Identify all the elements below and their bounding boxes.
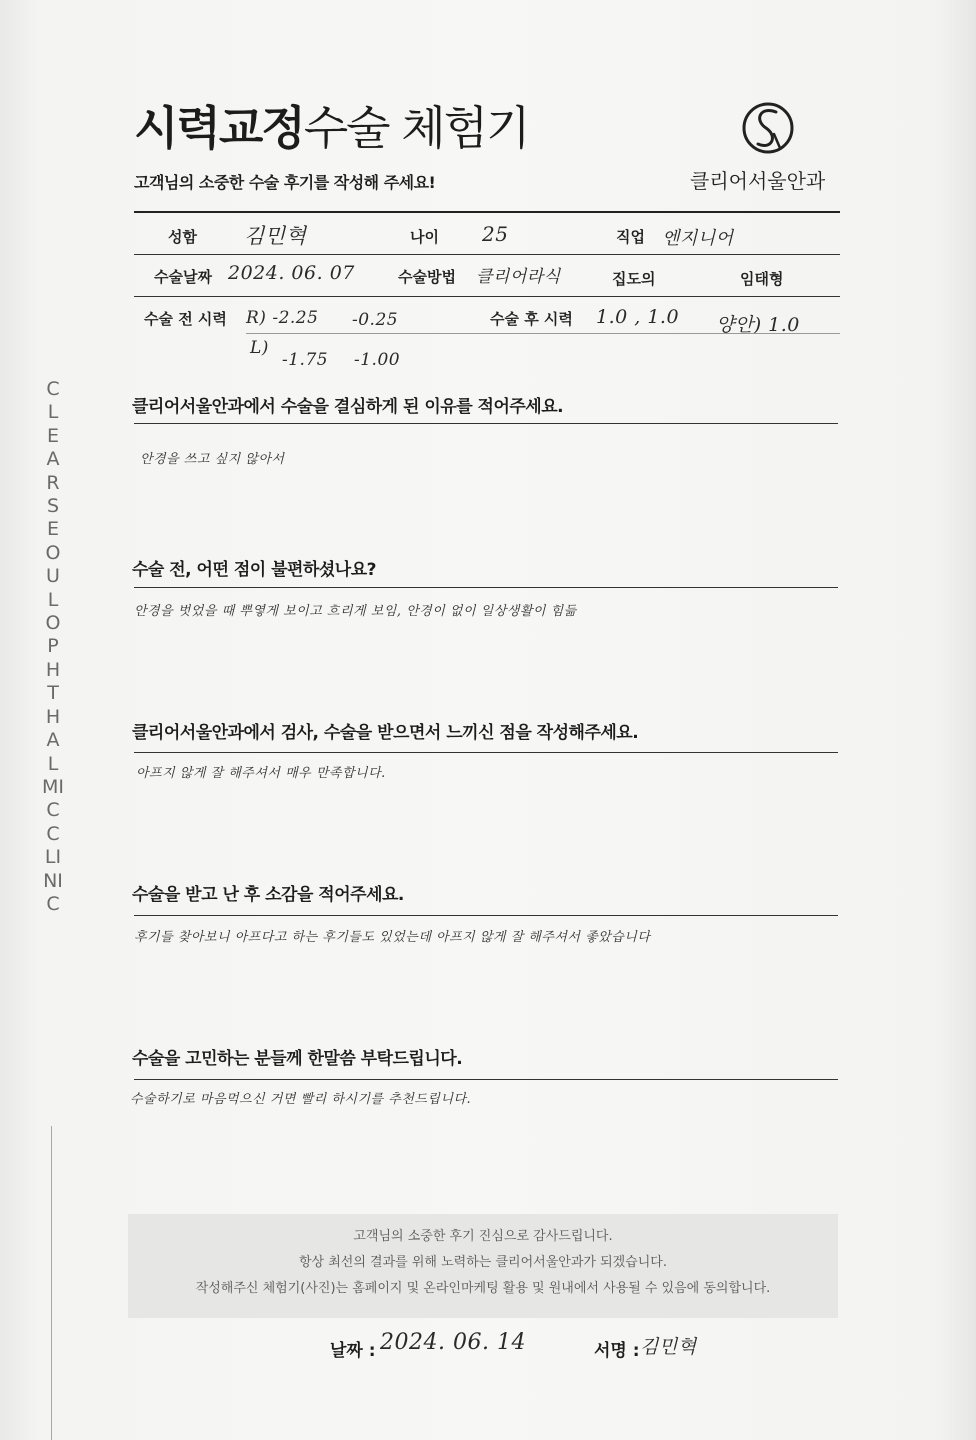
method-label: 수술방법 <box>398 268 456 286</box>
name-value: 김민혁 <box>244 224 307 248</box>
footer-date-value: 2024. 06. 14 <box>380 1330 526 1355</box>
pre-vision-left-tag: L) <box>250 338 269 358</box>
clear-seoul-logo-icon <box>740 98 796 164</box>
side-divider <box>51 1126 52 1440</box>
post-vision-both: 양안) 1.0 <box>716 314 800 336</box>
footer-date-label: 날짜 : <box>330 1341 376 1361</box>
question-2: 수술 전, 어떤 점이 불편하셨나요? <box>132 560 376 580</box>
surgery-date-value: 2024. 06. 07 <box>228 262 355 284</box>
title-rest: 수술 체험기 <box>303 101 529 155</box>
date-label: 수술날짜 <box>154 268 212 286</box>
pre-vision-right-cyl: -0.25 <box>352 310 399 330</box>
method-value: 클리어라식 <box>476 267 561 287</box>
question-5: 수술을 고민하는 분들께 한말씀 부탁드립니다. <box>132 1049 463 1069</box>
post-vision-label: 수술 후 시력 <box>490 310 573 328</box>
job-label: 직업 <box>616 228 645 246</box>
question-1: 클리어서울안과에서 수술을 결심하게 된 이유를 적어주세요. <box>132 397 564 417</box>
age-label: 나이 <box>410 228 439 246</box>
question-3: 클리어서울안과에서 검사, 수술을 받으면서 느끼신 점을 작성해주세요. <box>132 723 639 743</box>
brand-name: 클리어서울안과 <box>690 169 826 193</box>
pre-vision-label: 수술 전 시력 <box>144 310 227 328</box>
answer-4: 후기들 찾아보니 아프다고 하는 후기들도 있었는데 아프지 않게 잘 해주셔서 좋았습니다 <box>134 930 651 945</box>
name-label: 성함 <box>168 228 197 246</box>
table-top-rule <box>134 211 840 213</box>
question-5-rule <box>134 1079 838 1080</box>
pre-vision-right: R) -2.25 <box>246 308 319 328</box>
answer-3: 아프지 않게 잘 해주셔서 매우 만족합니다. <box>136 766 386 781</box>
consent-notice <box>128 1214 838 1318</box>
answer-2: 안경을 벗었을 때 뿌옇게 보이고 흐리게 보임, 안경이 없이 일상생활이 힘듦 <box>134 604 577 619</box>
table-rule-2 <box>134 296 840 297</box>
notice-line-2: 항상 최선의 결과를 위해 노력하는 클리어서울안과가 되겠습니다. <box>299 1255 667 1270</box>
notice-line-1: 고객님의 소중한 후기 진심으로 감사드립니다. <box>353 1229 613 1244</box>
answer-5: 수술하기로 마음먹으신 거면 빨리 하시기를 추천드립니다. <box>130 1092 472 1107</box>
title-bold: 시력교정 <box>134 101 304 155</box>
pre-vision-left-cyl: -1.00 <box>354 350 401 370</box>
post-vision-value: 1.0 , 1.0 <box>596 306 680 328</box>
pre-vision-left: -1.75 <box>282 350 329 370</box>
surgeon-value: 임태형 <box>740 270 784 288</box>
surgeon-label: 집도의 <box>612 270 656 288</box>
age-value: 25 <box>482 222 509 246</box>
signature: 김민혁 <box>640 1336 697 1358</box>
table-rule-3 <box>246 333 840 334</box>
answer-1: 안경을 쓰고 싶지 않아서 <box>140 452 285 467</box>
question-4: 수술을 받고 난 후 소감을 적어주세요. <box>132 885 404 905</box>
question-4-rule <box>134 915 838 916</box>
job-value: 엔지니어 <box>662 228 734 249</box>
notice-line-3: 작성해주신 체험기(사진)는 홈페이지 및 온라인마케팅 활용 및 원내에서 사용될 수 있음에 동의합니다. <box>195 1281 771 1296</box>
question-2-rule <box>134 587 838 588</box>
question-1-rule <box>134 423 838 424</box>
footer-sign-label: 서명 : <box>594 1341 640 1361</box>
form-title <box>134 92 529 158</box>
table-rule-1 <box>134 254 840 255</box>
clinic-side-text: CLEAR SEOUL OPHTHALMIC CLINIC <box>42 378 66 915</box>
question-3-rule <box>134 752 838 753</box>
form-subtitle: 고객님의 소중한 수술 후기를 작성해 주세요! <box>134 173 436 192</box>
